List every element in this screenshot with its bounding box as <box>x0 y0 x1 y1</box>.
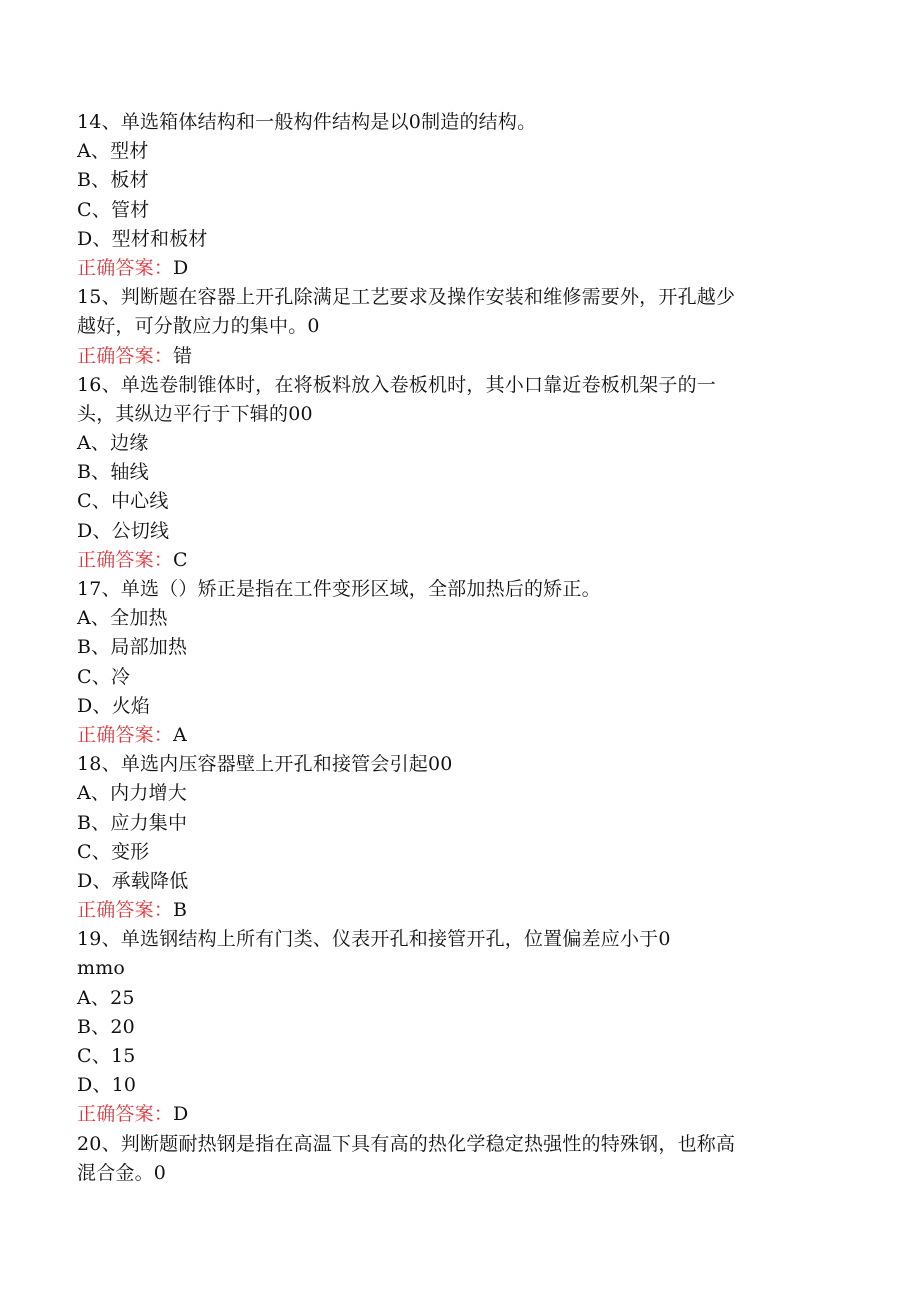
option-b: B、应力集中 <box>77 811 188 834</box>
answer-label: 正确答案： <box>77 256 174 279</box>
answer-value: D <box>173 1103 189 1126</box>
option-d: D、公切线 <box>77 519 170 542</box>
question-stem-line-1: 16、单选卷制锥体时，在将板料放入卷板机时，其小口靠近卷板机架子的一 <box>77 373 716 396</box>
question-stem: 18、单选内压容器壁上开孔和接管会引起00 <box>77 753 453 776</box>
option-c: C、冷 <box>77 665 131 688</box>
question-stem-line-1: 20、判断题耐热钢是指在高温下具有高的热化学稳定热强性的特殊钢，也称高 <box>77 1132 736 1155</box>
option-d: D、型材和板材 <box>77 227 208 250</box>
answer-label: 正确答案： <box>77 899 174 922</box>
question-stem-line-1: 19、单选钢结构上所有门类、仪表开孔和接管开孔，位置偏差应小于0 <box>77 928 671 951</box>
answer-value: B <box>173 899 188 922</box>
question-stem-line-1: 15、判断题在容器上开孔除满足工艺要求及操作安装和维修需要外，开孔越少 <box>77 286 736 309</box>
answer-label: 正确答案： <box>77 548 174 571</box>
option-d: D、火焰 <box>77 694 151 717</box>
option-b: B、20 <box>77 1015 135 1038</box>
answer-line <box>77 254 837 283</box>
question-stem: 17、单选（）矫正是指在工件变形区域，全部加热后的矫正。 <box>77 578 601 600</box>
question-list <box>77 108 837 1188</box>
question-stem-line-2: 混合金。0 <box>77 1161 167 1184</box>
option-b: B、轴线 <box>77 461 149 484</box>
question-stem-line-2: mmo <box>77 957 126 980</box>
question-stem-line-2: 越好，可分散应力的集中。0 <box>77 315 320 338</box>
option-a: A、全加热 <box>77 607 168 630</box>
option-a: A、型材 <box>77 140 149 163</box>
option-b: B、板材 <box>77 169 149 192</box>
answer-line <box>77 896 837 925</box>
answer-value: D <box>173 256 189 279</box>
answer-line <box>77 546 837 575</box>
answer-label: 正确答案： <box>77 344 174 367</box>
option-a: A、边缘 <box>77 432 149 455</box>
option-c: C、15 <box>77 1045 136 1067</box>
question-stem: 14、单选箱体结构和一般构件结构是以0制造的结构。 <box>77 111 537 133</box>
answer-value: A <box>173 723 187 746</box>
answer-value: C <box>173 548 188 571</box>
option-a: A、内力增大 <box>77 782 187 805</box>
option-c: C、中心线 <box>77 490 169 513</box>
answer-line <box>77 721 837 750</box>
option-a: A、25 <box>77 986 135 1009</box>
option-b: B、局部加热 <box>77 636 188 659</box>
answer-line <box>77 1100 837 1129</box>
option-d: D、承载降低 <box>77 869 189 892</box>
answer-value: 错 <box>173 344 193 367</box>
answer-label: 正确答案： <box>77 723 174 746</box>
option-c: C、变形 <box>77 840 150 863</box>
option-c: C、管材 <box>77 198 150 221</box>
answer-label: 正确答案： <box>77 1103 174 1126</box>
question-stem-line-2: 头，其纵边平行于下辑的00 <box>77 402 313 425</box>
option-d: D、10 <box>77 1074 137 1097</box>
answer-line <box>77 342 837 371</box>
